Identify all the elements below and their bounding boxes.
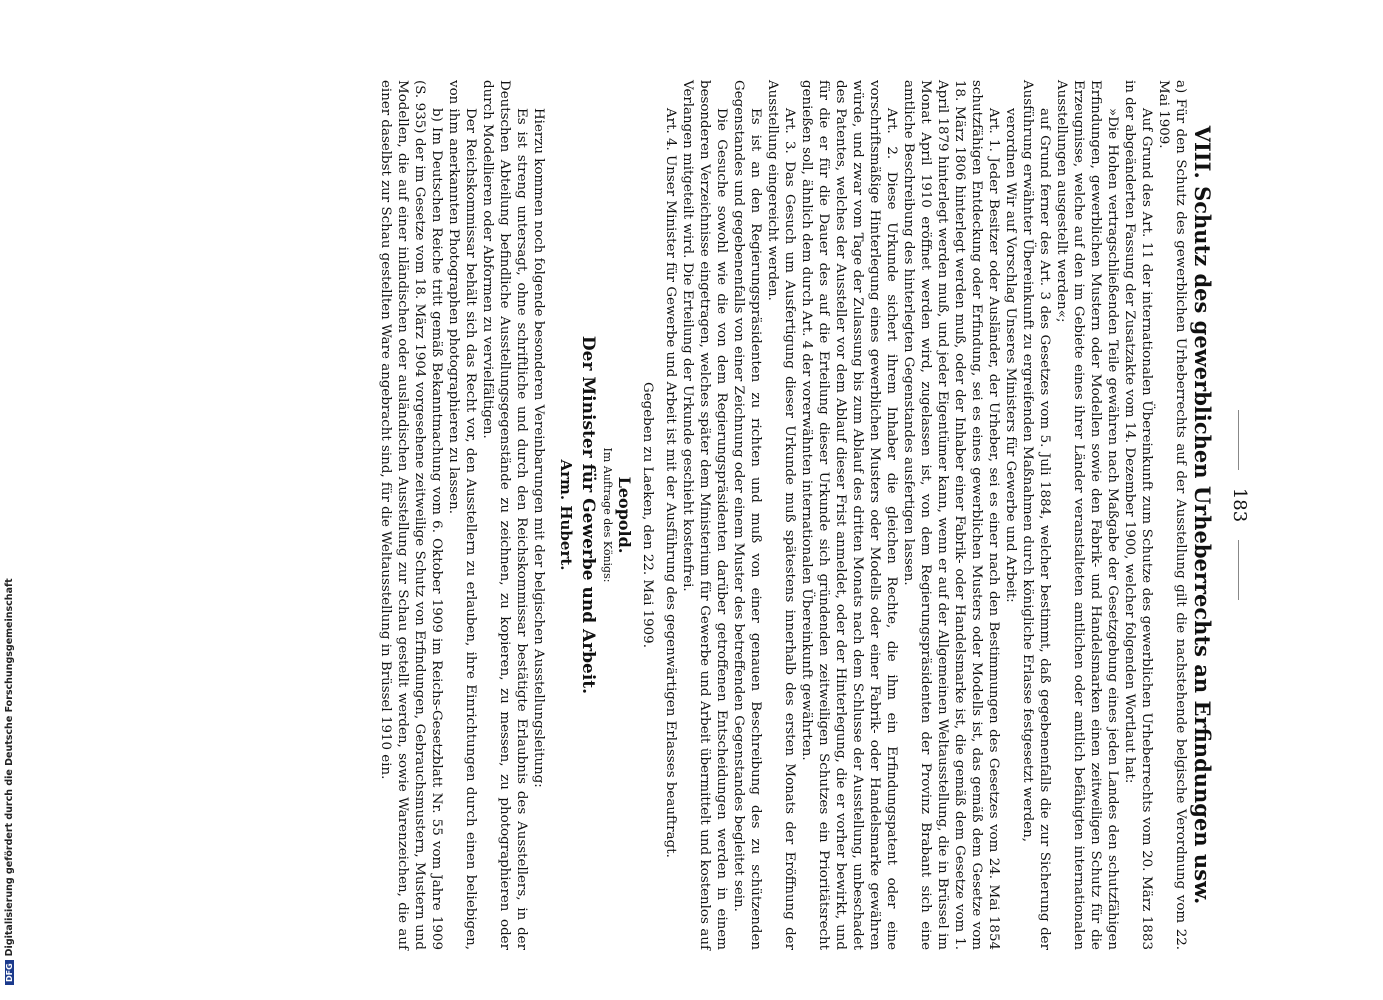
minister-name: Arm. Hubert. (557, 459, 575, 571)
paragraph: Hierzu kommen noch folgende besonderen Vereinbarungen mit der belgischen Ausstellungsleitung: (531, 108, 546, 788)
article-4: Art. 4. Unser Minister für Gewerbe und Arbeit ist mit der Ausführung des gegenwärtigen Erlasses beauftragt. (663, 108, 678, 858)
document-page (140, 20, 1250, 990)
dfg-logo: DFG (5, 960, 14, 985)
page-number-row (1228, 20, 1250, 990)
divider (1239, 410, 1240, 470)
article-3: Art. 3. Das Gesuch um Ausfertigung dieser Urkunde muß spätestens innerhalb des ersten Monats der Eröffnung der Ausstellung eingereicht werden. (765, 80, 797, 950)
paragraph: verordnen Wir auf Vorschlag Unseres Ministers für Gewerbe und Arbeit: (1003, 108, 1018, 603)
section-subtitle: a) Für den Schutz des gewerblichen Urheberrechts auf der Ausstellung gilt die nachstehende belgische Verordnung vom 22. Mai 1909. (1156, 80, 1188, 950)
footer-text: Digitalisierung gefördert durch die Deutsche Forschungsgemeinschaft (4, 578, 15, 957)
paragraph: Es ist an den Regierungspräsidenten zu richten und muß von einer genauen Beschreibung des zu schützenden Gegenstandes und gegebenenfalls von einer Zeichnung oder einem Muster des betreffenden Gegenstandes begleitet sein. (731, 80, 763, 950)
divider (1239, 540, 1240, 600)
digitization-footer (4, 578, 15, 985)
decree-date: Gegeben zu Laeken, den 22. Mai 1909. (640, 382, 655, 648)
paragraph: auf Grund ferner des Art. 3 des Gesetzes vom 5. Juli 1884, welcher bestimmt, daß gegebenenfalls die zur Sicherung der Ausführung erwähnter Übereinkunft zu ergreifenden Maßnahmen durch königliche Erlasse festgesetzt werden, (1020, 80, 1052, 950)
paragraph: Es ist streng untersagt, ohne schriftliche und durch den Reichskommissar bestätigte Erlaubnis des Ausstellers, in der Deutschen Abteilung befindliche Ausstellungsgegenstände zu zeichnen, zu kopieren, zu messen, zu photographieren oder durch Modellieren oder Abformen zu vervielfältigen. (480, 80, 529, 950)
minister-title: Der Minister für Gewerbe und Arbeit. (578, 335, 598, 695)
article-1: Art. 1. Jeder Besitzer oder Ausländer, der Urheber, sei es einer nach den Bestimmungen des Gesetzes vom 24. Mai 1854 schutzfähigen Entdeckung oder Erfindung, sei es eines gewerblichen Musters oder Modells ist, das gemäß dem Gesetze vom 18. März 1806 hinterlegt werden muß, oder der Inhaber einer Fabrik- oder Handelsmarke ist, die gemäß dem Gesetze vom 1. April 1879 hinterlegt werden muß, und jeder Eigentümer kann, wenn er auf der Allgemeinen Weltausstellung, die in Brüssel im Monat April 1910 eröffnet werden wird, zugelassen ist, von dem Regierungspräsidenten der Provinz Brabant sich eine amtliche Beschreibung des hinterlegten Gegenstandes ausfertigen lassen. (901, 80, 1001, 950)
section-body (377, 80, 1215, 950)
article-2: Art. 2. Diese Urkunde sichert ihrem Inhaber die gleichen Rechte, die ihm ein Erfindungspatent oder eine vorschriftsmäßige Hinterlegung eines gewerblichen Musters oder Modells oder einer Fabrik- oder Handelsmarke gewähren würde, und zwar vom Tage der Zulassung bis zum Ablauf des dritten Monats nach dem Schlusse der Ausstellung, unbeschadet des Patentes, welches der Aussteller vor dem Ablauf dieser Frist anmeldet, oder der Hinterlegung, die er vorher bewirkt, und für die er für die Dauer des auf die Erteilung dieser Urkunde sich gründenden zeitweiligen Schutzes ein Prioritätsrecht genießen soll, ähnlich dem durch Art. 4 der vorerwähnten internationalen Übereinkunft gewährten. (799, 80, 899, 950)
paragraph: Der Reichskommissar behält sich das Recht vor, den Ausstellern zu erlauben, ihre Einrichtungen durch einen beliebigen, von ihm anerkannten Photographen photographieren zu lassen. (446, 80, 478, 950)
by-order: Im Auftrage des Königs: (601, 447, 614, 583)
signature: Leopold. (615, 476, 634, 554)
paragraph: Die Gesuche sowohl wie die von dem Regierungspräsidenten darüber getroffenen Entscheidungen werden in einem besonderen Verzeichnisse eingetragen, welches später dem Ministerium für Gewerbe und Arbeit übermittelt und kostenlos auf Verlangen mitgeteilt wird. Die Erteilung der Urkunde geschieht kostenfrei. (680, 80, 729, 950)
section-title: VIII. Schutz des gewerblichen Urheberrechts an Erfindungen usw. (1190, 125, 1215, 905)
paragraph: b) Im Deutschen Reiche tritt gemäß Bekanntmachung vom 6. Oktober 1909 im Reichs-Gesetzblatt Nr. 55 vom Jahre 1909 (S. 935) der im Gesetze vom 18. März 1904 vorgesehene zeitweilige Schutz von Erfindungen, Gebrauchsmustern, Mustern und Modellen, die auf einer inländischen oder ausländischen Ausstellung zur Schau gestellt werden, sowie Warenzeichen, die auf einer daselbst zur Schau gestellten Ware angebracht sind, für die Weltausstellung in Brüssel 1910 ein. (378, 80, 444, 950)
page-number: 183 (1229, 487, 1250, 523)
paragraph: Auf Grund des Art. 11 der internationalen Übereinkunft zum Schutze des gewerblichen Urheberrechts vom 20. März 1883 in der abgeänderten Fassung der Zusatzakte vom 14. Dezember 1900, welcher folgenden Wortlaut hat: (1122, 80, 1154, 950)
quote: »Die Hohen vertragschließenden Teile gewähren nach Maßgabe der Gesetzgebung eines jeden Landes den schutzfähigen Erfindungen, gewerblichen Mustern oder Modellen sowie den Fabrik- und Handelsmarken einen zeitweiligen Schutz für die Erzeugnisse, welche auf den im Gebiete eines ihrer Länder veranstalteten amtlichen oder amtlich befähigten internationalen Ausstellungen ausgestellt werden«; (1054, 80, 1120, 950)
